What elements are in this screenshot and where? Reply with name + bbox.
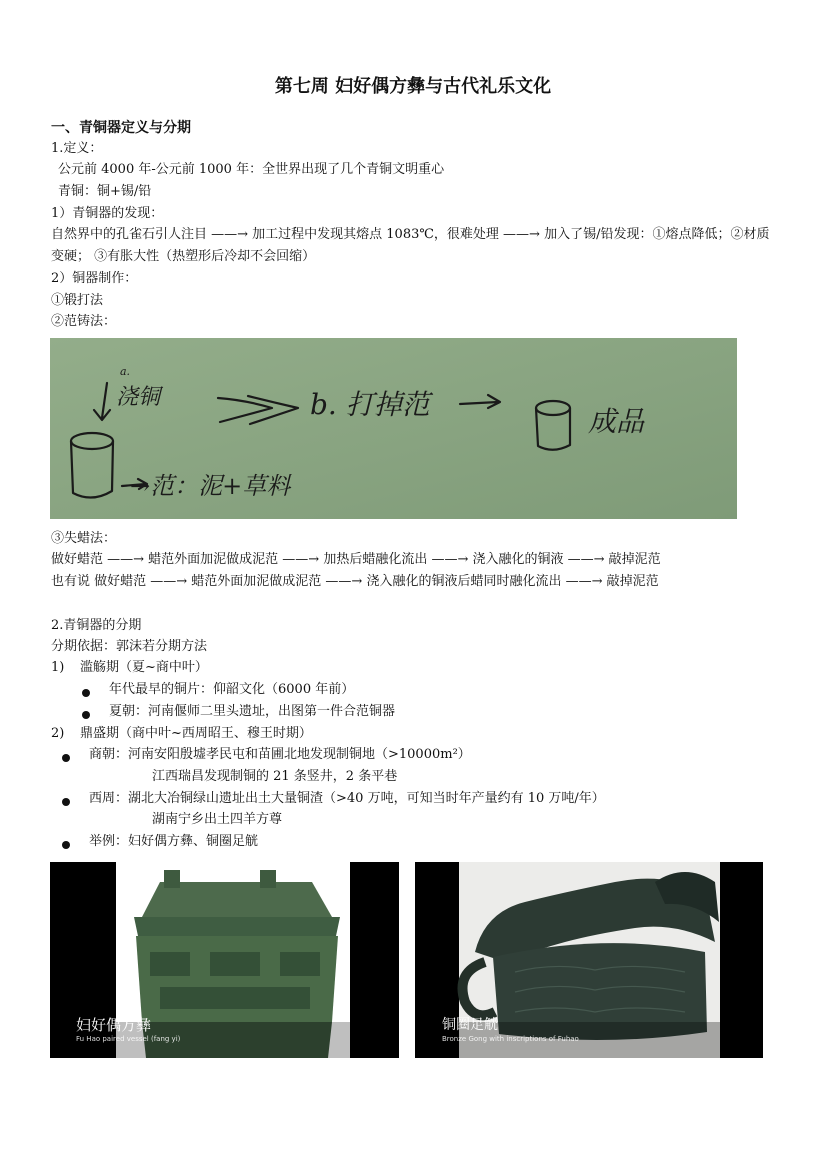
- bronze-gong-photo: [415, 862, 763, 1058]
- period-2-number: 2): [51, 726, 65, 741]
- bullet-dot: [62, 751, 70, 766]
- photo-2-caption: 铜圈足觥: [442, 1017, 498, 1033]
- page-title: 第七周 妇好偶方彝与古代礼乐文化: [274, 76, 552, 97]
- period-1-number: 1): [51, 660, 65, 675]
- period-1-bullet-1: 年代最早的铜片：仰韶文化（6000 年前）: [109, 682, 355, 697]
- definition-line-1: 公元前 4000 年-公元前 1000 年：全世界出现了几个青铜文明重心: [58, 162, 445, 177]
- lost-wax-line-2: 也有说 做好蜡范 ——→ 蜡范外面加泥做成泥范 ——→ 浇入融化的铜液后蜡同时融化流出 ——→ 敲掉泥范: [51, 574, 659, 589]
- bullet-dot: [62, 795, 70, 810]
- photo-2-subcaption: Bronze Gong with inscriptions of Fuhao: [442, 1035, 579, 1043]
- bullet-dot: [62, 838, 70, 853]
- period-2-bullet-1: 商朝：河南安阳殷墟孝民屯和苗圃北地发现制铜地（>10000m²）: [89, 747, 471, 762]
- hw-a-mark: a.: [120, 365, 131, 378]
- hw-mold: →范：泥+草料: [130, 472, 291, 500]
- hw-product: 成品: [588, 405, 645, 438]
- bullet-dot: [82, 708, 90, 723]
- photo-1-caption: 妇好偶方彝: [76, 1016, 152, 1034]
- period-2-bullet-2: 西周：湖北大冶铜绿山遗址出土大量铜渣（>40 万吨，可知当时年产量约有 10 万吨/年）: [89, 791, 605, 806]
- section-heading-1: 一、青铜器定义与分期: [51, 120, 191, 136]
- lost-wax-label: ③失蜡法：: [51, 531, 117, 546]
- discovery-text: 自然界中的孔雀石引人注目 ——→ 加工过程中发现其熔点 1083℃，很难处理 ——→ 加入了锡/铅发现：①熔点降低；②材质变硬； ③有胀大性（热塑形后冷却不会回缩）: [51, 227, 770, 264]
- hw-break-mold: b. 打掉范: [310, 388, 430, 421]
- bullet-dot: [82, 686, 90, 701]
- period-1-bullet-2: 夏朝：河南偃师二里头遗址，出图第一件合范铜器: [109, 704, 396, 719]
- discovery-label: 1）青铜器的发现：: [51, 206, 164, 221]
- periodization-label: 2.青铜器的分期: [51, 618, 142, 633]
- casting-method: ②范铸法：: [51, 314, 117, 329]
- period-1-title: 滥觞期（夏~商中叶）: [80, 660, 208, 675]
- definition-label: 1.定义：: [51, 141, 103, 156]
- handwritten-casting-diagram: [50, 338, 737, 519]
- hw-pour: 浇铜: [116, 385, 161, 410]
- making-label: 2）铜器制作：: [51, 271, 138, 286]
- fuhao-vessel-photo: [50, 862, 399, 1058]
- lost-wax-line-1: 做好蜡范 ——→ 蜡范外面加泥做成泥范 ——→ 加热后蜡融化流出 ——→ 浇入融化的铜液 ——→ 敲掉泥范: [51, 552, 661, 567]
- period-2-bullet-3: 举例：妇好偶方彝、铜圈足觥: [89, 834, 259, 849]
- definition-line-2: 青铜：铜+锡/铅: [58, 184, 152, 199]
- photo-1-subcaption: Fu Hao paired vessel (fang yi): [76, 1035, 181, 1043]
- period-2-title: 鼎盛期（商中叶~西周昭王、穆王时期）: [80, 726, 312, 741]
- period-2-bullet-1-cont: 江西瑞昌发现制铜的 21 条竖井，2 条平巷: [152, 769, 398, 784]
- handwriting-drawing: [50, 338, 737, 519]
- periodization-basis: 分期依据：郭沫若分期方法: [51, 639, 208, 654]
- forging-method: ①锻打法: [51, 293, 104, 308]
- period-2-bullet-2-cont: 湖南宁乡出土四羊方尊: [152, 812, 283, 827]
